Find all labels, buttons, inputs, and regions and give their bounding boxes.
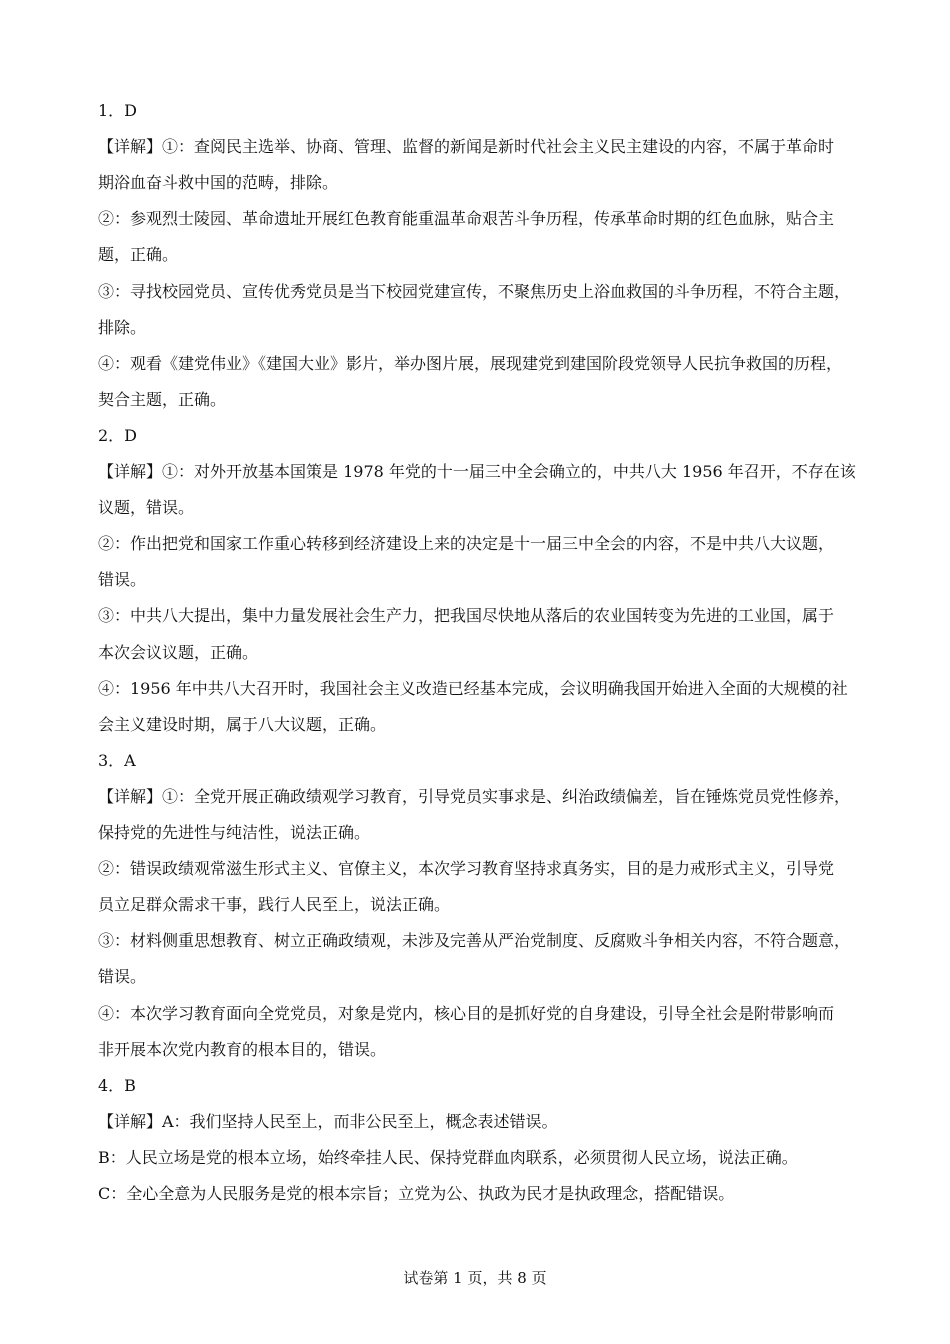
explanation-line: ③：材料侧重思想教育、树立正确政绩观，未涉及完善从严治党制度、反腐败斗争相关内容，不符合题意， <box>98 931 851 951</box>
explanation-line: 保持党的先进性与纯洁性，说法正确。 <box>98 823 371 842</box>
page-footer: 试卷第 1 页，共 8 页 <box>403 1269 547 1287</box>
explanation-line: 员立足群众需求干事，践行人民至上，说法正确。 <box>98 895 451 915</box>
explanation-line: C：全心全意为人民服务是党的根本宗旨；立党为公、执政为民才是执政理念，搭配错误。 <box>98 1184 735 1203</box>
explanation-line: ③：寻找校园党员、宣传优秀党员是当下校园党建宣传，不聚焦历史上浴血救国的斗争历程，不符合主题， <box>98 281 851 301</box>
explanation-line: 会主义建设时期，属于八大议题，正确。 <box>98 714 387 734</box>
explanation-line: 【详解】①：对外开放基本国策是 1978 年党的十一届三中全会确立的，中共八大 1956 年召开，不存在该 <box>98 462 856 481</box>
explanation-line: 期浴血奋斗救中国的范畴，排除。 <box>98 173 339 193</box>
explanation-line: ④：本次学习教育面向全党党员，对象是党内，核心目的是抓好党的自身建设，引导全社会是附带影响而 <box>98 1003 835 1023</box>
explanation-line: 【详解】①：全党开展正确政绩观学习教育，引导党员实事求是、纠治政绩偏差，旨在锤炼党员党性修养， <box>98 786 851 806</box>
explanation-line: 错误。 <box>98 967 147 987</box>
answer-number: 3．A <box>98 750 136 770</box>
explanation-line: 非开展本次党内教育的根本目的，错误。 <box>98 1039 387 1059</box>
answer-number: 2．D <box>98 425 138 445</box>
explanation-line: ②：参观烈士陵园、革命遗址开展红色教育能重温革命艰苦斗争历程，传承革命时期的红色血脉，贴合主 <box>98 209 835 229</box>
explanation-line: B：人民立场是党的根本立场，始终牵挂人民、保持党群血肉联系，必须贯彻人民立场，说法正确。 <box>98 1147 798 1167</box>
explanation-line: ④：1956 年中共八大召开时，我国社会主义改造已经基本完成，会议明确我国开始进入全面的大规模的社 <box>98 678 848 698</box>
explanation-line: 契合主题，正确。 <box>98 389 227 409</box>
explanation-line: 排除。 <box>98 317 147 337</box>
explanation-line: ④：观看《建党伟业》《建国大业》影片，举办图片展，展现建党到建国阶段党领导人民抗争救国的历程， <box>98 353 843 373</box>
explanation-line: ②：错误政绩观常滋生形式主义、官僚主义，本次学习教育坚持求真务实，目的是力戒形式主义，引导党 <box>98 859 835 879</box>
explanation-line: 【详解】A：我们坚持人民至上，而非公民至上，概念表述错误。 <box>98 1111 558 1131</box>
answer-number: 1．D <box>98 101 138 120</box>
explanation-line: 本次会议议题，正确。 <box>98 642 259 662</box>
answer-number: 4．B <box>98 1075 136 1095</box>
explanation-line: ②：作出把党和国家工作重心转移到经济建设上来的决定是十一届三中全会的内容，不是中共八大议题， <box>98 534 835 554</box>
explanation-line: 议题，错误。 <box>98 498 195 518</box>
explanation-line: ③：中共八大提出，集中力量发展社会生产力，把我国尽快地从落后的农业国转变为先进的工业国，属于 <box>98 606 835 626</box>
explanation-line: 题，正确。 <box>98 245 179 265</box>
explanation-line: 【详解】①：查阅民主选举、协商、管理、监督的新闻是新时代社会主义民主建设的内容，不属于革命时 <box>98 137 835 157</box>
explanation-line: 错误。 <box>98 570 147 590</box>
